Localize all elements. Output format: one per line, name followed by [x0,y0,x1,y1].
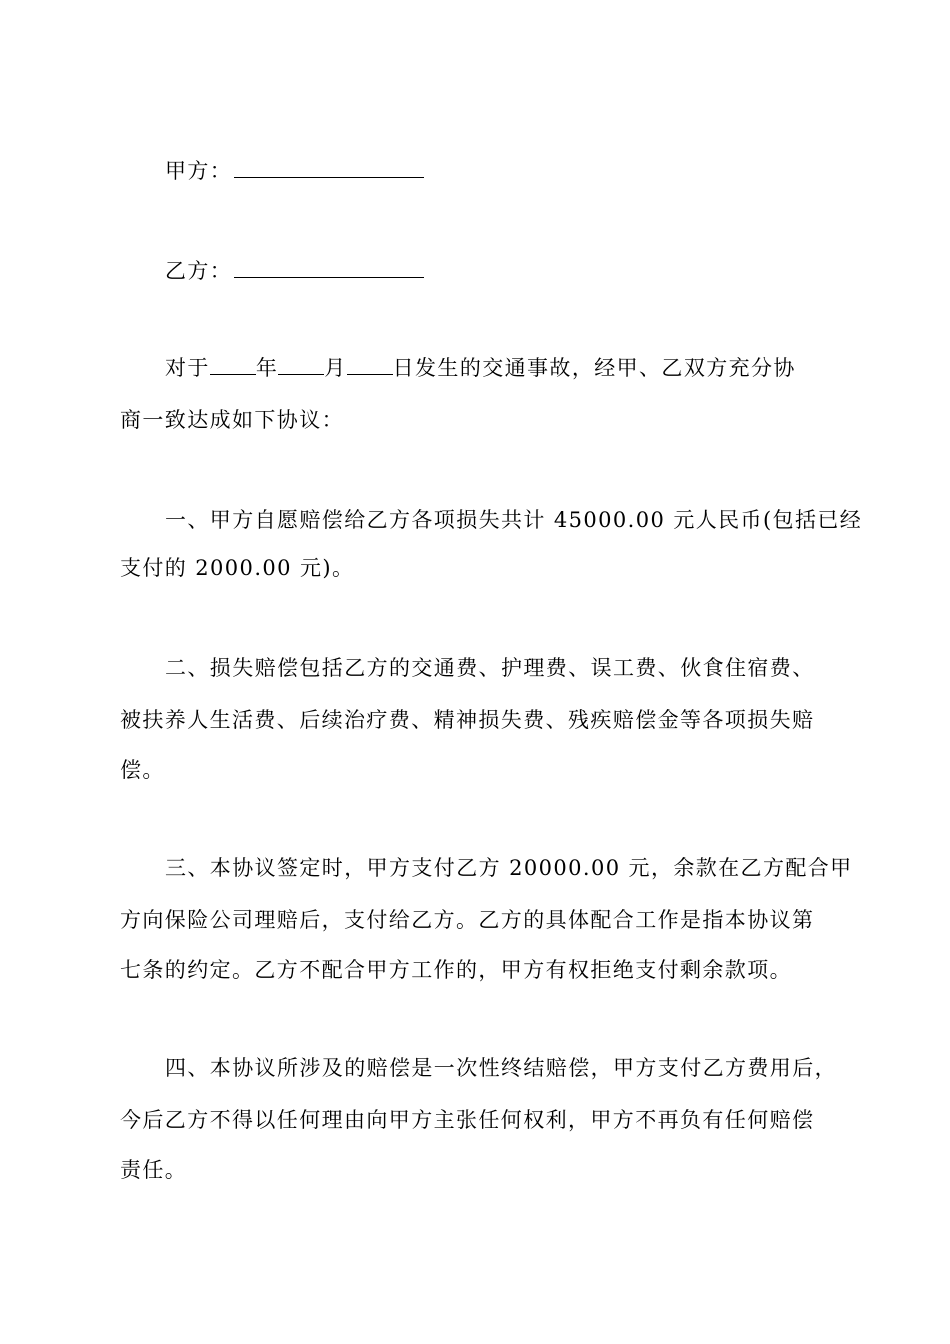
party-a-label: 甲方： [165,159,233,183]
clause-4-line-2: 今后乙方不得以任何理由向甲方主张任何权利，甲方不再负有任何赔偿 [120,1108,815,1132]
month-blank [278,354,324,375]
clause-1-line-1: 一、甲方自愿赔偿给乙方各项损失共计 45000.00 元人民币(包括已经 [165,508,863,532]
clause-4-line-1: 四、本协议所涉及的赔偿是一次性终结赔偿，甲方支付乙方费用后， [165,1056,837,1080]
intro-line-1 [165,353,840,383]
month-label: 月 [324,356,347,380]
party-b-label: 乙方： [165,259,233,283]
party-a-blank [234,157,424,178]
party-a-line [165,156,885,186]
day-blank [347,354,393,375]
intro-suffix: 日发生的交通事故，经甲、乙双方充分协 [392,356,796,380]
clause-1-line-2: 支付的 2000.00 元)。 [120,556,355,580]
intro-prefix: 对于 [165,356,210,380]
year-blank [210,354,256,375]
party-b-blank [234,257,424,278]
clause-3-line-1: 三、本协议签定时，甲方支付乙方 20000.00 元，余款在乙方配合甲 [165,856,853,880]
intro-line-2: 商一致达成如下协议： [120,408,344,432]
clause-2-line-3: 偿。 [120,758,165,782]
clause-3-line-2: 方向保险公司理赔后，支付给乙方。乙方的具体配合工作是指本协议第 [120,908,815,932]
party-b-line [165,256,885,286]
clause-3-line-3: 七条的约定。乙方不配合甲方工作的，甲方有权拒绝支付剩余款项。 [120,958,792,982]
clause-2-line-2: 被扶养人生活费、后续治疗费、精神损失费、残疾赔偿金等各项损失赔 [120,708,815,732]
year-label: 年 [255,356,279,380]
clause-2-line-1: 二、损失赔偿包括乙方的交通费、护理费、误工费、伙食住宿费、 [165,656,815,680]
clause-4-line-3: 责任。 [120,1158,188,1182]
